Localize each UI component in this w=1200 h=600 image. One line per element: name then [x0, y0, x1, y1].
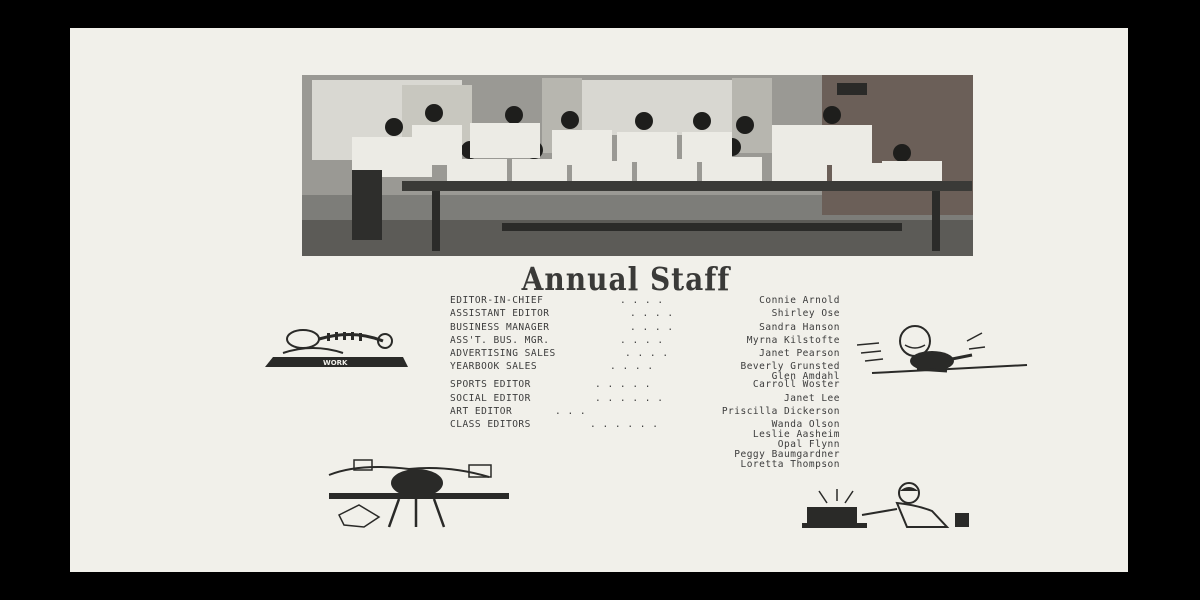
- leader-dots: . . . . . .: [595, 392, 664, 404]
- work-sign-text: WORK: [323, 359, 348, 367]
- role-label: BUSINESS MANAGER: [450, 321, 550, 333]
- role-label: YEARBOOK SALES: [450, 361, 538, 373]
- running-figure-cartoon: [857, 321, 1032, 376]
- leader-dots: . . .: [555, 406, 587, 418]
- staff-name: Wanda Olson: [771, 419, 840, 431]
- staff-name: Beverly Grunsted: [740, 361, 840, 373]
- role-label: ASSISTANT EDITOR: [450, 308, 550, 320]
- leader-dots: . . . .: [620, 334, 664, 346]
- leader-dots: . . . .: [630, 308, 674, 320]
- role-label: SPORTS EDITOR: [450, 379, 531, 391]
- staff-name: Peggy Baumgardner: [734, 449, 840, 461]
- roster-row: [450, 361, 840, 383]
- leader-dots: . . . .: [620, 295, 664, 306]
- staff-group-photo: [302, 75, 973, 256]
- role-label: ADVERTISING SALES: [450, 348, 556, 360]
- staff-name: Opal Flynn: [777, 439, 840, 451]
- staff-name: Glen Amdahl: [771, 371, 840, 383]
- staff-name-group: [734, 420, 840, 470]
- roster-row: [450, 407, 840, 420]
- roster-row: [450, 394, 840, 407]
- page-title: Annual Staff: [521, 260, 731, 298]
- roster-row: [450, 309, 840, 322]
- leader-dots: . . . .: [610, 361, 654, 373]
- role-label: CLASS EDITORS: [450, 419, 531, 431]
- leader-dots: . . . .: [630, 321, 674, 333]
- leader-dots: . . . . .: [595, 379, 651, 391]
- staff-name: Leslie Aasheim: [752, 429, 840, 441]
- staff-name: Janet Pearson: [759, 348, 840, 360]
- student-at-desk-cartoon: [319, 455, 514, 530]
- typist-cartoon: [797, 481, 987, 531]
- roster-row: [450, 296, 840, 309]
- staff-name: Shirley Ose: [771, 308, 840, 320]
- role-label: EDITOR-IN-CHIEF: [450, 295, 544, 306]
- staff-name: Myrna Kilstofte: [746, 334, 840, 346]
- role-label: ASS'T. BUS. MGR.: [450, 334, 550, 346]
- staff-name: Connie Arnold: [759, 295, 840, 306]
- staff-name: Sandra Hanson: [759, 321, 840, 333]
- roster-row: [450, 323, 840, 336]
- role-label: SOCIAL EDITOR: [450, 392, 531, 404]
- leader-dots: . . . . . .: [590, 419, 659, 431]
- staff-name: Janet Lee: [784, 392, 840, 404]
- leader-dots: . . . .: [625, 348, 669, 360]
- staff-roster: [450, 295, 840, 471]
- yearbook-page: [70, 28, 1128, 572]
- roster-row: [450, 380, 840, 393]
- staff-name: Carroll Woster: [752, 379, 840, 391]
- roster-row: [450, 336, 840, 349]
- role-label: ART EDITOR: [450, 406, 513, 418]
- staff-name: Priscilla Dickerson: [721, 406, 840, 418]
- staff-name: Loretta Thompson: [740, 459, 840, 471]
- work-cartoon-illustration: [263, 325, 413, 370]
- roster-row: [450, 349, 840, 362]
